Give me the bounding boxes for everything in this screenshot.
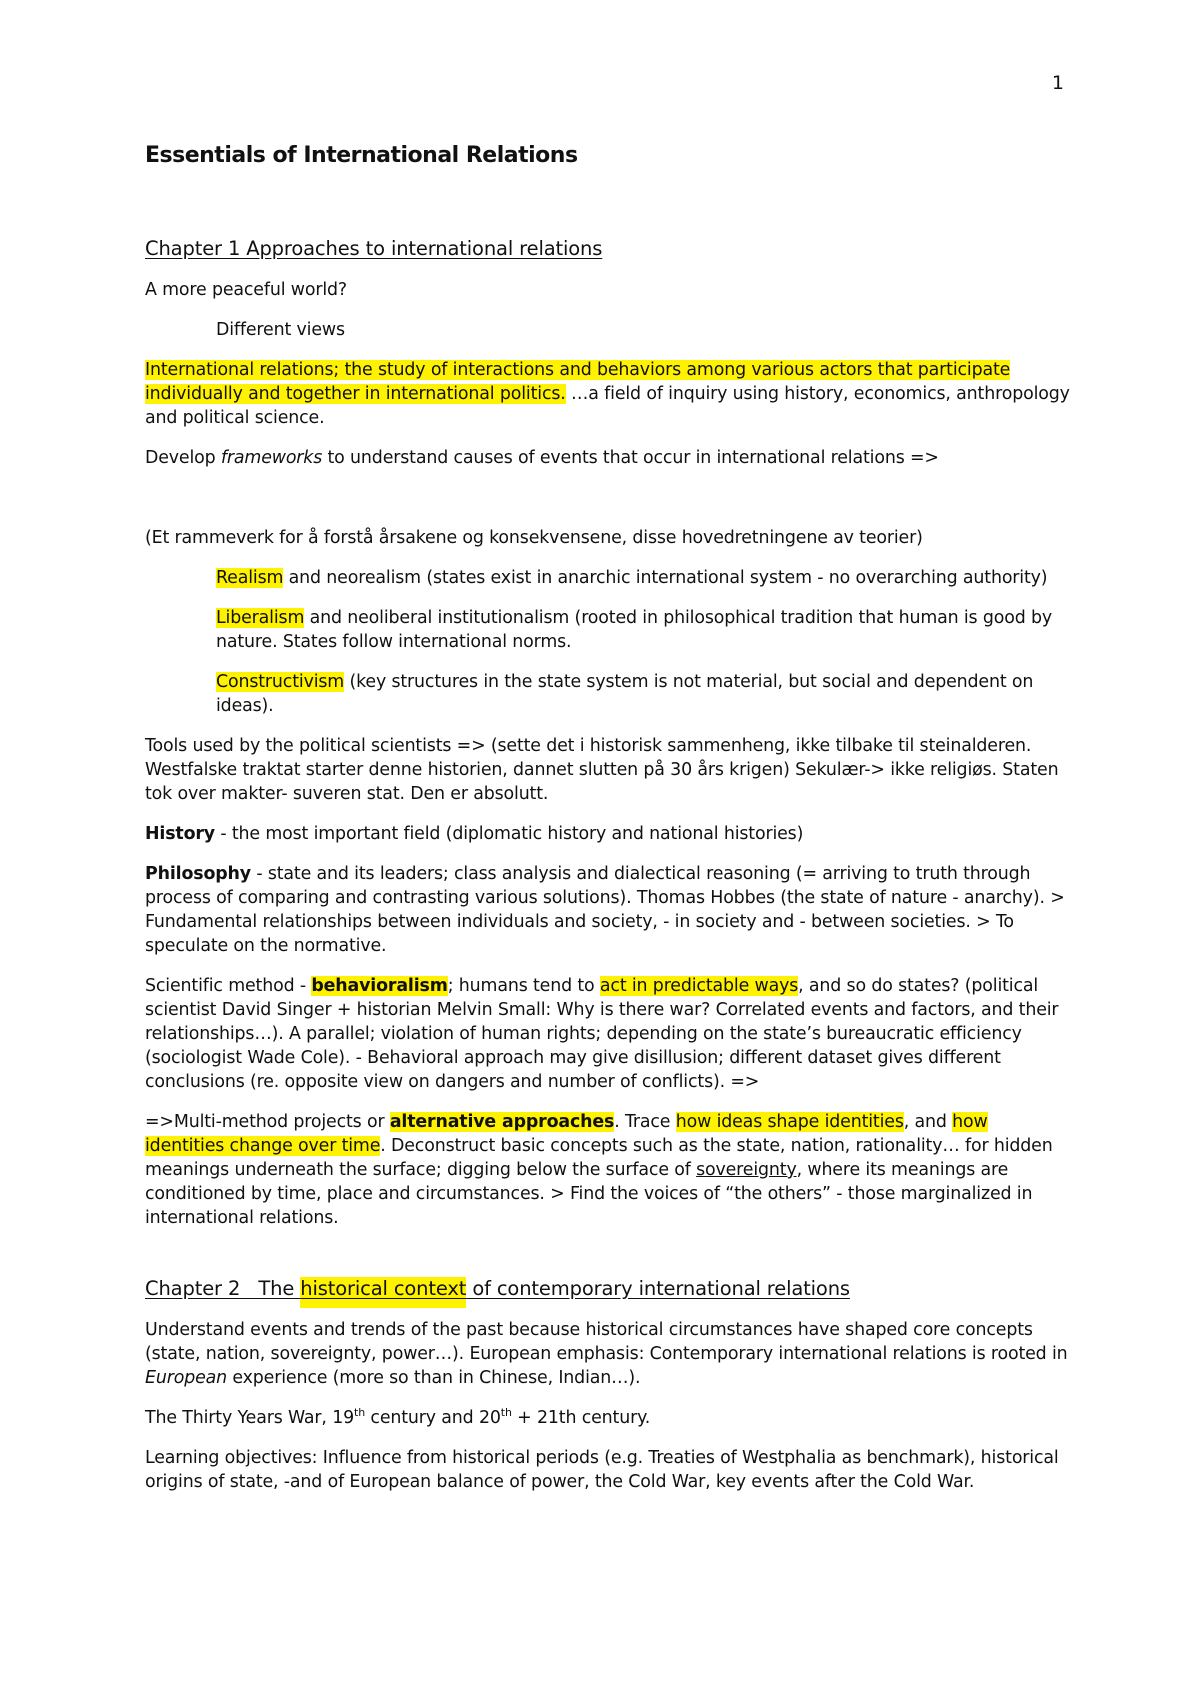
bold-text: History <box>145 824 215 844</box>
italic-text: frameworks <box>220 448 323 468</box>
text: + 21th century. <box>511 1408 651 1428</box>
paragraph: Tools used by the political scientists => (sette det i historisk sammenheng, ikke tilbake til steinalderen. Westfalske traktat starter denne historien, dannet slutten på 30 års krigen) Sekulær-> ikke religiøs. Staten tok over makter- suveren stat. Den er absolutt. <box>145 736 1059 804</box>
paragraph: A more peaceful world? <box>145 280 347 300</box>
text: , and so do states? (political scientist David Singer + historian Melvin Small: Why is there war? Correlated events and factors, and their relationships…). A parallel; violation of human rights; depending on the state’s bureaucratic efficiency (sociologist Wade Cole). - Behavioral approach may give disillusion; different dataset gives different conclusions (re. opposite view on dangers and number of conflicts). => <box>145 976 1059 1092</box>
text: - state and its leaders; class analysis and dialectical reasoning (= arriving to truth through process of comparing and contrasting various solutions). Thomas Hobbes (the state of nature - anarchy). > Fundamental relationships between individuals and society, - in society and - between societies. > To speculate on the normative. <box>145 864 1065 956</box>
paragraph: Learning objectives: Influence from historical periods (e.g. Treaties of Westphalia as benchmark), historical origins of state, -and of European balance of power, the Cold War, key events after the Cold War. <box>145 1448 1059 1492</box>
highlighted-text: Liberalism <box>216 608 305 628</box>
text: Scientific method - <box>145 976 312 996</box>
text: experience (more so than in Chinese, Indian…). <box>227 1368 641 1388</box>
text: The Thirty Years War, 19 <box>145 1408 355 1428</box>
definition-paragraph <box>145 358 1070 430</box>
paragraph <box>145 974 1070 1094</box>
text: ; humans tend to <box>447 976 600 996</box>
paragraph <box>145 1318 1070 1390</box>
highlighted-text: how identities change over time <box>145 1112 988 1156</box>
page-number: 1 <box>1051 72 1064 94</box>
paragraph: (Et rammeverk for å forstå årsakene og konsekvensene, disse hovedretningene av teorier) <box>145 528 923 548</box>
document-body <box>145 236 1070 1510</box>
text: Understand events and trends of the past because historical circumstances have shaped core concepts (state, nation, sovereignty, power…). European emphasis: Contemporary international relations is rooted in <box>145 1320 1068 1364</box>
text: and neorealism (states exist in anarchic international system - no overarching authority) <box>283 568 1048 588</box>
highlighted-bold-text: behavioralism <box>311 976 448 996</box>
text: . Trace <box>614 1112 676 1132</box>
italic-text: European <box>145 1368 228 1388</box>
paragraph <box>145 1110 1070 1230</box>
text: - the most important field (diplomatic history and national histories) <box>215 824 804 844</box>
superscript: th <box>500 1406 512 1420</box>
text: . Deconstruct basic concepts such as the state, nation, rationality… for hidden meanings underneath the surface; digging below the surface of <box>145 1136 1053 1180</box>
text: (key structures in the state system is not material, but social and dependent on ideas). <box>216 672 1034 716</box>
highlighted-text: Constructivism <box>216 672 345 692</box>
text: …a field of inquiry using history, economics, anthropology and political science. <box>145 384 1070 428</box>
highlighted-text: act in predictable ways <box>599 976 799 996</box>
highlighted-text: International relations; the study of interactions and behaviors among various actors that participate individually and together in international politics. <box>145 360 1011 404</box>
underlined-text: sovereignty <box>696 1160 797 1180</box>
highlighted-bold-text: alternative approaches <box>389 1112 615 1132</box>
chapter-2-heading <box>145 1276 1070 1302</box>
superscript: th <box>354 1406 366 1420</box>
theory-liberalism <box>145 606 1070 654</box>
bold-text: Philosophy <box>145 864 251 884</box>
paragraph <box>145 446 1070 470</box>
paragraph <box>145 822 1070 846</box>
text: , and <box>903 1112 953 1132</box>
highlighted-text: how ideas shape identities <box>675 1112 904 1132</box>
text: to understand causes of events that occur in international relations => <box>322 448 939 468</box>
chapter-1-heading: Chapter 1 Approaches to international relations <box>145 237 603 260</box>
theory-realism <box>145 566 1070 590</box>
text: Develop <box>145 448 221 468</box>
text: Chapter 2 The <box>145 1277 301 1300</box>
paragraph <box>145 862 1070 958</box>
paragraph-indented: Different views <box>216 320 345 340</box>
text: =>Multi-method projects or <box>145 1112 390 1132</box>
highlighted-text: historical context <box>300 1277 466 1308</box>
highlighted-text: Realism <box>216 568 284 588</box>
text: century and 20 <box>365 1408 501 1428</box>
text: and neoliberal institutionalism (rooted in philosophical tradition that human is good by nature. States follow international norms. <box>216 608 1052 652</box>
document-title: Essentials of International Relations <box>145 143 578 168</box>
paragraph <box>145 1406 1070 1430</box>
text: of contemporary international relations <box>466 1277 850 1300</box>
text: , where its meanings are conditioned by time, place and circumstances. > Find the voices of “the others” - those marginalized in international relations. <box>145 1160 1033 1228</box>
theory-constructivism <box>145 670 1070 718</box>
